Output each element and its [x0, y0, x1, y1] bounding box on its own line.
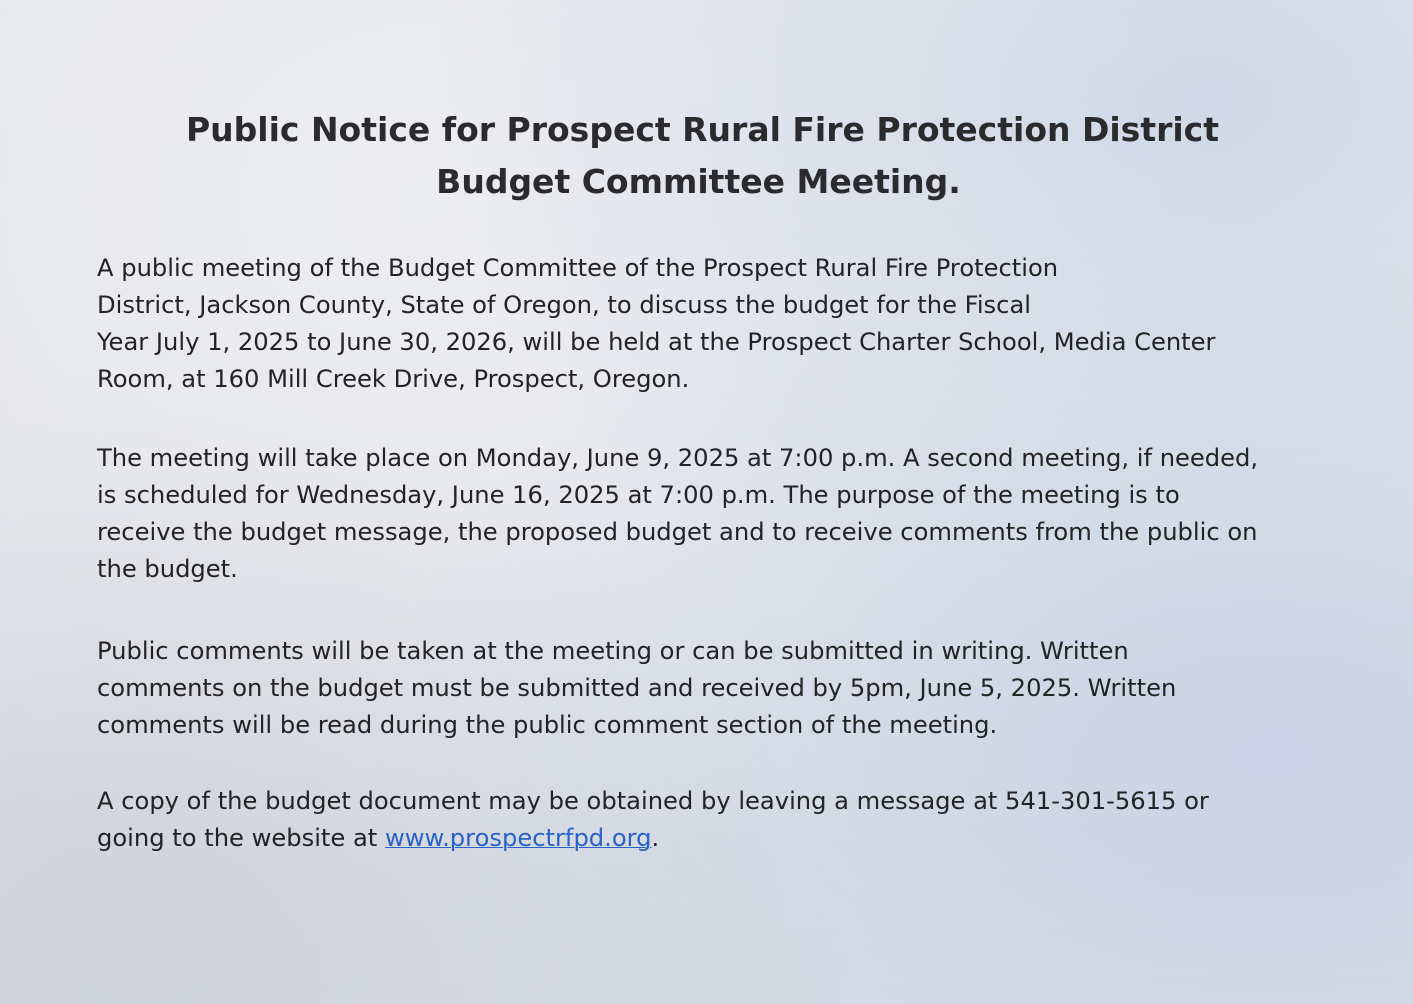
paragraph-line: District, Jackson County, State of Oregon, to discuss the budget for the Fiscal — [97, 291, 1031, 319]
website-link[interactable]: www.prospectrfpd.org — [384, 824, 652, 852]
notice-title-line1: Public Notice for Prospect Rural Fire Protection District — [185, 110, 1220, 149]
paragraph-line: is scheduled for Wednesday, June 16, 2025 at 7:00 p.m. The purpose of the meeting is to — [97, 481, 1180, 509]
budget-copy-paragraph — [97, 783, 1209, 857]
link-prefix-text: going to the website at — [97, 824, 385, 852]
paragraph-line: comments on the budget must be submitted and received by 5pm, June 5, 2025. Written — [97, 674, 1177, 702]
paragraph-line: Room, at 160 Mill Creek Drive, Prospect, Oregon. — [97, 365, 690, 393]
paragraph-line: Public comments will be taken at the meeting or can be submitted in writing. Written — [97, 637, 1129, 665]
paragraph-line: receive the budget message, the proposed budget and to receive comments from the public on — [97, 518, 1258, 546]
paragraph-line: The meeting will take place on Monday, June 9, 2025 at 7:00 p.m. A second meeting, if needed, — [97, 444, 1259, 472]
meeting-location-paragraph — [97, 250, 1216, 398]
meeting-schedule-paragraph — [97, 440, 1258, 588]
public-comments-paragraph — [97, 633, 1176, 744]
link-suffix-text: . — [651, 824, 660, 852]
paragraph-line: A public meeting of the Budget Committee of the Prospect Rural Fire Protection — [97, 254, 1059, 282]
paragraph-line: Year July 1, 2025 to June 30, 2026, will be held at the Prospect Charter School, Media Center — [97, 328, 1216, 356]
paragraph-line: comments will be read during the public comment section of the meeting. — [97, 711, 998, 739]
paragraph-line: A copy of the budget document may be obtained by leaving a message at 541-301-5615 or — [97, 787, 1209, 815]
paragraph-line: the budget. — [97, 555, 238, 583]
paragraph-line-with-link — [97, 820, 1209, 857]
notice-title-line2: Budget Committee Meeting. — [436, 162, 961, 201]
